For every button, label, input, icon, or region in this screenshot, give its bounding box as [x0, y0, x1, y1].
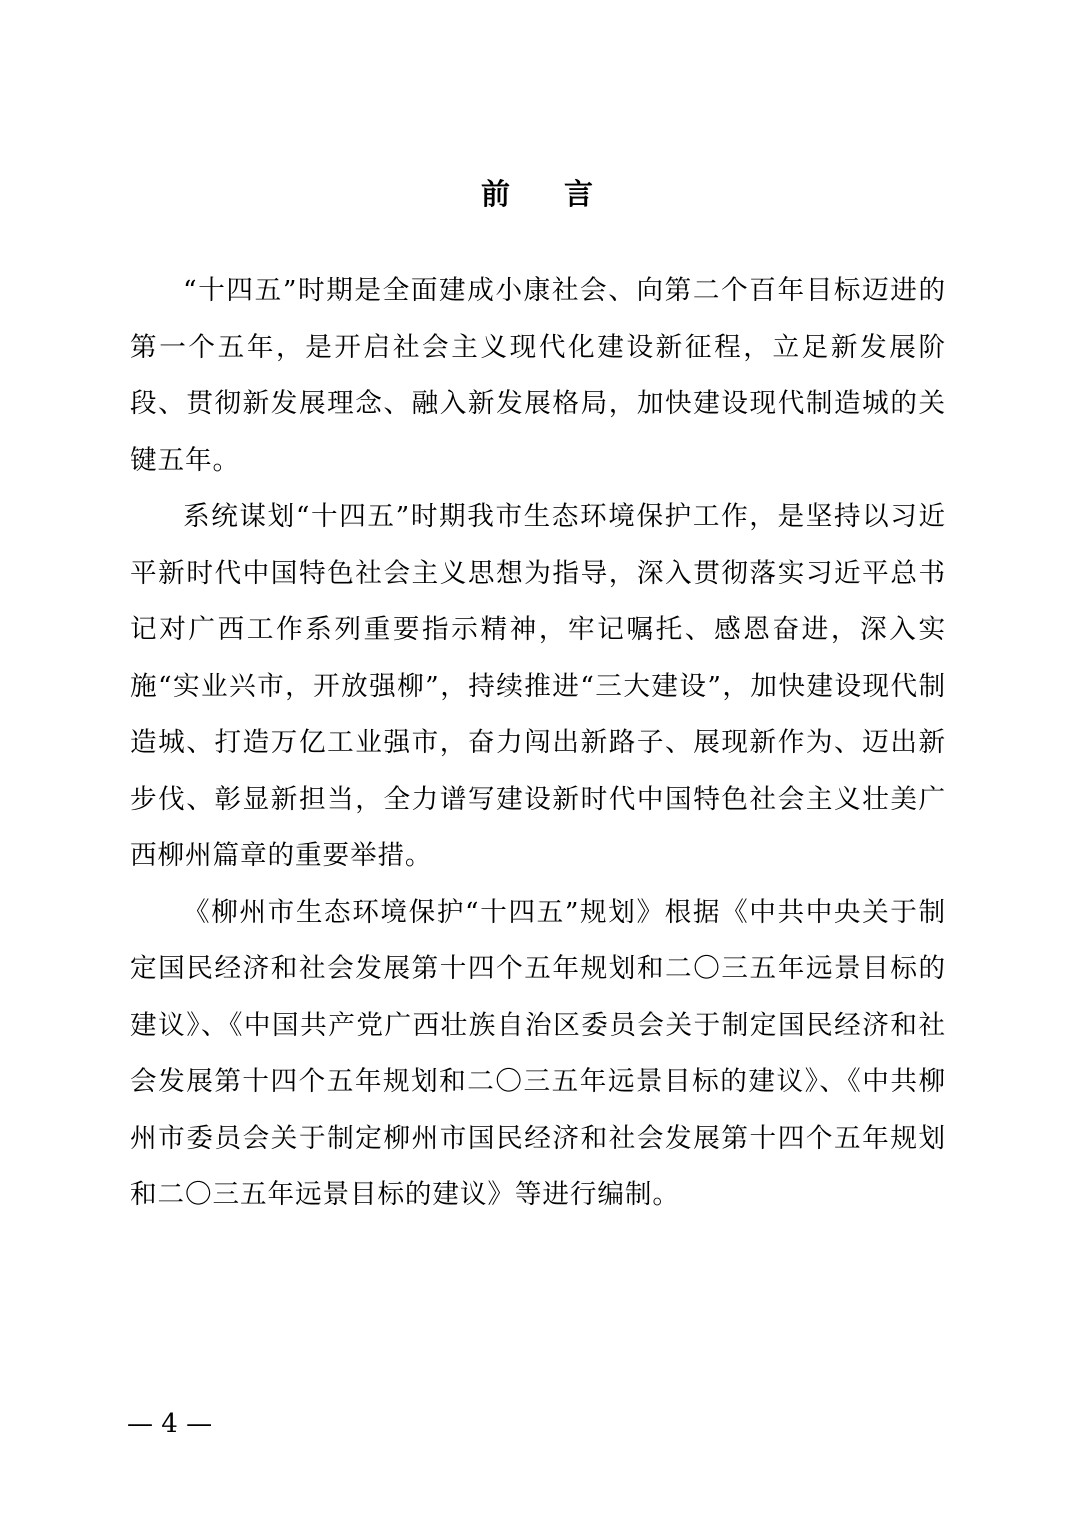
page-title: 前 言	[480, 177, 616, 211]
paragraph-2: 系统谋划“十四五”时期我市生态环境保护工作，是坚持以习近平新时代中国特色社会主义思想为指导，深入贯彻落实习近平总书记对广西工作系列重要指示精神，牢记嘱托、感恩奋进，深入实施“实业兴市，开放强柳”，持续推进“三大建设”，加快建设现代制造城、打造万亿工业强市，奋力闯出新路子、展现新作为、迈出新步伐、彰显新担当，全力谱写建设新时代中国特色社会主义壮美广西柳州篇章的重要举措。	[130, 501, 946, 871]
paragraph-3: 《柳州市生态环境保护“十四五”规划》根据《中共中央关于制定国民经济和社会发展第十四个五年规划和二〇三五年远景目标的建议》、《中国共产党广西壮族自治区委员会关于制定国民经济和社会发展第十四个五年规划和二〇三五年远景目标的建议》、《中共柳州市委员会关于制定柳州市国民经济和社会发展第十四个五年规划和二〇三五年远景目标的建议》等进行编制。	[130, 896, 946, 1210]
body-text	[130, 263, 946, 1224]
paragraph-1: “十四五”时期是全面建成小康社会、向第二个百年目标迈进的第一个五年，是开启社会主义现代化建设新征程，立足新发展阶段、贯彻新发展理念、融入新发展格局，加快建设现代制造城的关键五年。	[130, 275, 946, 476]
page-number: — 4 —	[127, 1409, 213, 1439]
